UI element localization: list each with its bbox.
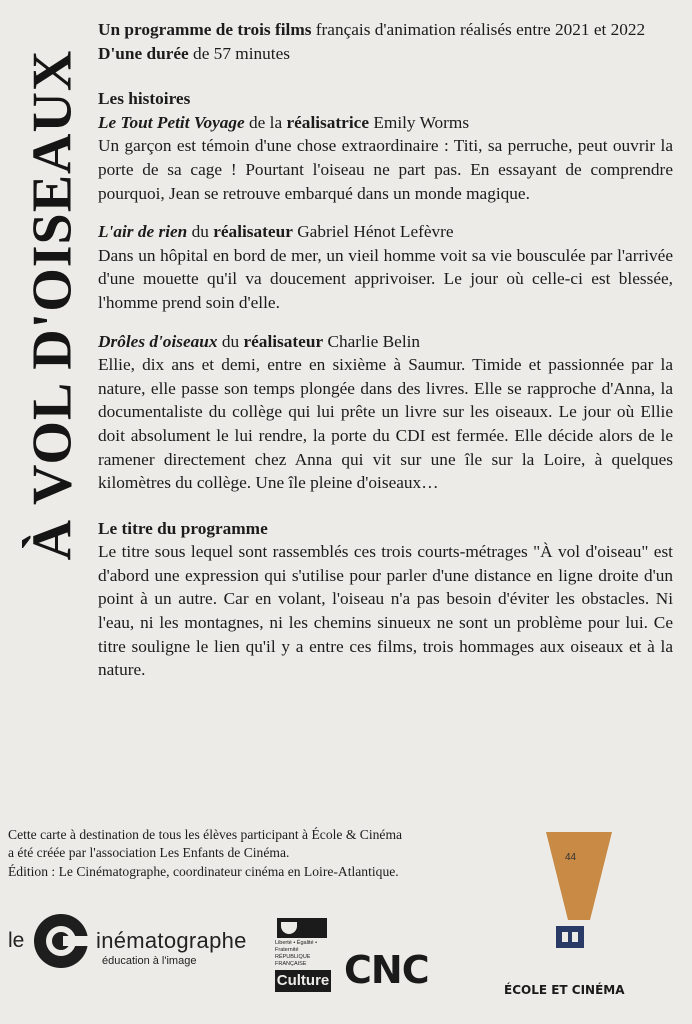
- card-title: À VOL D'OISEAUX: [21, 49, 83, 561]
- film-3-credit: [98, 330, 673, 354]
- film-3-synopsis: Ellie, dix ans et demi, entre en sixième à Saumur. Timide et passionnée par la nature, elle passe son temps plongée dans des livres. Elle se rapproche d'Anna, la documentaliste du collège qui lui prête un livre sur les oiseaux. Le jour où Ellie doit absolument le lui rendre, la porte du CDI est fermée. Elle décide alors de le ramener directement chez Anna qui vit sur une île sur la Loire, à quelques kilomètres du collège. Une île pleine d'oiseaux…: [98, 355, 673, 493]
- cinematographe-le: le: [8, 929, 25, 952]
- film-1-credit: [98, 111, 673, 135]
- film-2-role: réalisateur: [213, 222, 293, 242]
- film-1-director: Emily Worms: [369, 112, 470, 132]
- intro-rest-1: français d'animation réalisés entre 2021 et 2022: [311, 20, 646, 39]
- stories-heading: Les histoires: [98, 89, 191, 109]
- intro-bold-2: D'une durée: [98, 43, 189, 63]
- film-2-connector: du: [187, 222, 214, 242]
- footer-line-2: a été créée par l'association Les Enfants de Cinéma.: [8, 845, 290, 861]
- republique-text: Liberté • Égalité • Fraternité RÉPUBLIQUE FRANÇAISE: [275, 940, 318, 967]
- intro-rest-2: de 57 minutes: [188, 43, 291, 63]
- film-3-director: Charlie Belin: [323, 331, 421, 351]
- film-1-connector: de la: [244, 112, 287, 132]
- film-2-title: L'air de rien: [98, 222, 188, 242]
- film-3-connector: du: [217, 331, 244, 351]
- film-3-title: Drôles d'oiseaux: [98, 331, 218, 351]
- film-2-director: Gabriel Hénot Lefèvre: [292, 222, 454, 242]
- intro-bold-1: Un programme de trois films: [98, 20, 312, 39]
- footer-credits: [8, 826, 528, 881]
- intro-line-2: [98, 42, 673, 66]
- marianne-icon: [277, 918, 327, 938]
- main-content: [98, 18, 673, 682]
- cinematographe-logo: [8, 912, 253, 972]
- republique-francaise-logo: [275, 918, 333, 994]
- programme-title-heading: Le titre du programme: [98, 518, 268, 538]
- cinematographe-c-icon: [32, 912, 90, 970]
- cinematographe-name: inématographe: [96, 928, 247, 953]
- film-1-role: réalisatrice: [286, 112, 369, 132]
- culture-label: Culture: [275, 970, 331, 992]
- card-number: 44: [565, 852, 577, 863]
- film-2-synopsis: Dans un hôpital en bord de mer, un vieil homme voit sa vie bousculée par l'arrivée d'une mouette qu'il va doucement apprivoiser. Le jour où celle-ci est blessée, l'homme prend soin d'elle.: [98, 245, 673, 312]
- footer-line-1: Cette carte à destination de tous les élèves participant à École & Cinéma: [8, 827, 403, 842]
- cnc-logo: CNC: [344, 948, 429, 992]
- ecole-cinema-label: ÉCOLE ET CINÉMA: [504, 983, 625, 997]
- footer-line-3: Édition : Le Cinématographe, coordinateur cinéma en Loire-Atlantique.: [8, 863, 399, 879]
- ecole-et-cinema-logo: [498, 828, 658, 1008]
- vertical-title-area: [12, 20, 92, 590]
- programme-title-text: Le titre sous lequel sont rassemblés ces trois courts-métrages "À vol d'oiseau" est d'abord une expression qui s'utilise pour parler d'une distance en ligne droite d'un point à un autre. Car en volant, l'oiseau n'a pas besoin d'éviter les obstacles. Ni l'eau, ni les montagnes, ni les chemins sinueux ne sont un problème pour lui. Ce titre souligne le lien qu'il y a entre ces films, trois hommages aux oiseaux et à la nature.: [98, 542, 673, 680]
- film-2-credit: [98, 220, 673, 244]
- cinematographe-tagline: éducation à l'image: [102, 955, 197, 967]
- intro-line-1: [98, 18, 673, 42]
- film-1-synopsis: Un garçon est témoin d'une chose extraordinaire : Titi, sa perruche, peut ouvrir la porte de sa cage ! Pourtant l'oiseau ne part pas. En essayant de comprendre pourquoi, Jean se retrouve embarqué dans un monde magique.: [98, 136, 673, 203]
- film-1-title: Le Tout Petit Voyage: [98, 112, 245, 132]
- film-3-role: réalisateur: [243, 331, 324, 351]
- ecole-cinema-emblem-icon: [498, 828, 658, 978]
